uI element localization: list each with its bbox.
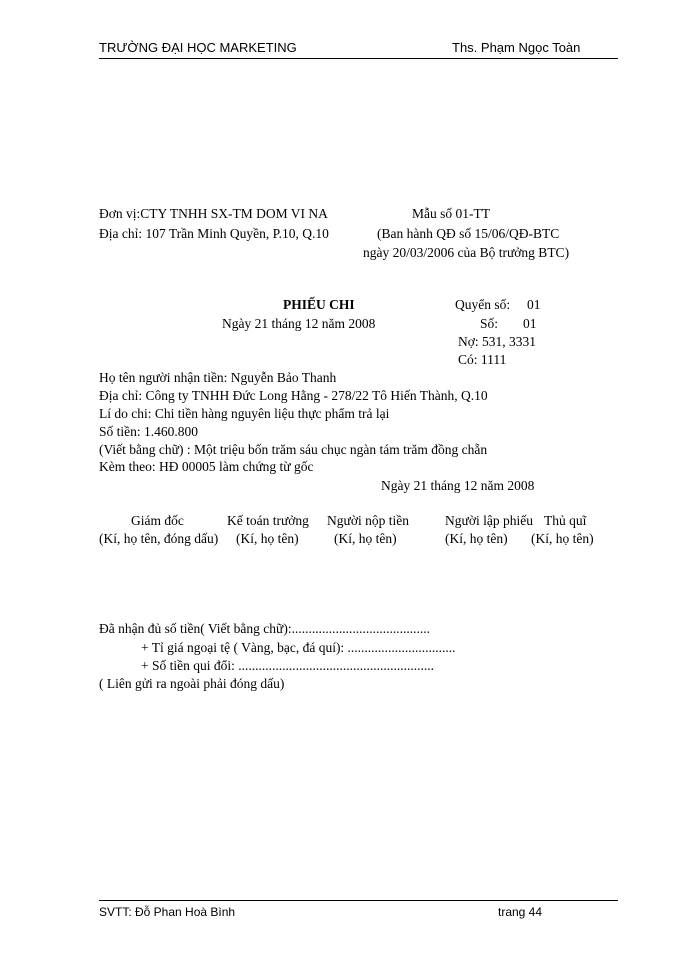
payment-reason: Lí do chi: Chi tiền hàng nguyên liệu thực phẩm trả lại bbox=[99, 406, 390, 421]
attachment: Kèm theo: HĐ 00005 làm chứng từ gốc bbox=[99, 459, 314, 474]
signature-role-preparer: Người lập phiếu bbox=[445, 513, 533, 528]
form-issued-1: (Ban hành QĐ số 15/06/QĐ-BTC bbox=[377, 226, 560, 241]
unit-name: Đơn vị:CTY TNHH SX-TM DOM VI NA bbox=[99, 206, 328, 221]
voucher-date: Ngày 21 tháng 12 năm 2008 bbox=[222, 316, 376, 331]
signature-role-cashier: Thủ quĩ bbox=[544, 513, 587, 528]
signature-note-payer: (Kí, họ tên) bbox=[334, 531, 397, 546]
receipt-line-exchange-rate: + Tỉ giá ngoại tệ ( Vàng, bạc, đá quí): ................................ bbox=[141, 640, 456, 655]
debit-accounts: Nợ: 531, 3331 bbox=[458, 334, 537, 349]
author-name: Ths. Phạm Ngọc Toàn bbox=[452, 40, 581, 55]
signature-role-payer: Người nộp tiền bbox=[327, 513, 409, 528]
signature-note-preparer: (Kí, họ tên) bbox=[445, 531, 508, 546]
payment-amount: Số tiền: 1.460.800 bbox=[99, 424, 199, 439]
page-number: trang 44 bbox=[498, 905, 543, 919]
school-name: TRƯỜNG ĐẠI HỌC MARKETING bbox=[99, 40, 297, 55]
book-value: 01 bbox=[527, 297, 541, 312]
signature-role-chief-accountant: Kế toán trưởng bbox=[227, 513, 309, 528]
signature-note-cashier: (Kí, họ tên) bbox=[531, 531, 594, 546]
signature-note-director: (Kí, họ tên, đóng dấu) bbox=[99, 531, 219, 546]
number-value: 01 bbox=[523, 316, 537, 331]
receipt-line-words: Đã nhận đủ số tiền( Viết bằng chữ):......................................... bbox=[99, 621, 430, 636]
recipient-name: Họ tên người nhận tiền: Nguyễn Bảo Thanh bbox=[99, 370, 337, 385]
voucher-title: PHIẾU CHI bbox=[283, 297, 355, 312]
receipt-line-stamp: ( Liên gửi ra ngoài phải đóng dấu) bbox=[99, 676, 285, 691]
student-name: SVTT: Đỗ Phan Hoà Bình bbox=[99, 905, 236, 919]
recipient-address: Địa chỉ: Công ty TNHH Đức Long Hằng - 278/22 Tô Hiến Thành, Q.10 bbox=[99, 388, 488, 403]
signature-role-director: Giám đốc bbox=[131, 513, 184, 528]
sign-date: Ngày 21 tháng 12 năm 2008 bbox=[381, 478, 535, 493]
receipt-line-converted: + Số tiền qui đổi: .......................................................... bbox=[141, 658, 434, 673]
book-label: Quyển số: bbox=[455, 297, 511, 312]
header-rule bbox=[99, 58, 618, 59]
form-issued-2: ngày 20/03/2006 của Bộ trưởng BTC) bbox=[363, 245, 570, 260]
amount-in-words: (Viết bằng chữ) : Một triệu bốn trăm sáu chục ngàn tám trăm đồng chẵn bbox=[99, 442, 488, 457]
credit-account: Có: 1111 bbox=[458, 352, 507, 367]
footer-rule bbox=[99, 900, 618, 901]
signature-note-chief-accountant: (Kí, họ tên) bbox=[236, 531, 299, 546]
form-code: Mẫu số 01-TT bbox=[412, 206, 490, 221]
unit-address: Địa chỉ: 107 Trần Minh Quyền, P.10, Q.10 bbox=[99, 226, 329, 241]
number-label: Số: bbox=[480, 316, 499, 331]
